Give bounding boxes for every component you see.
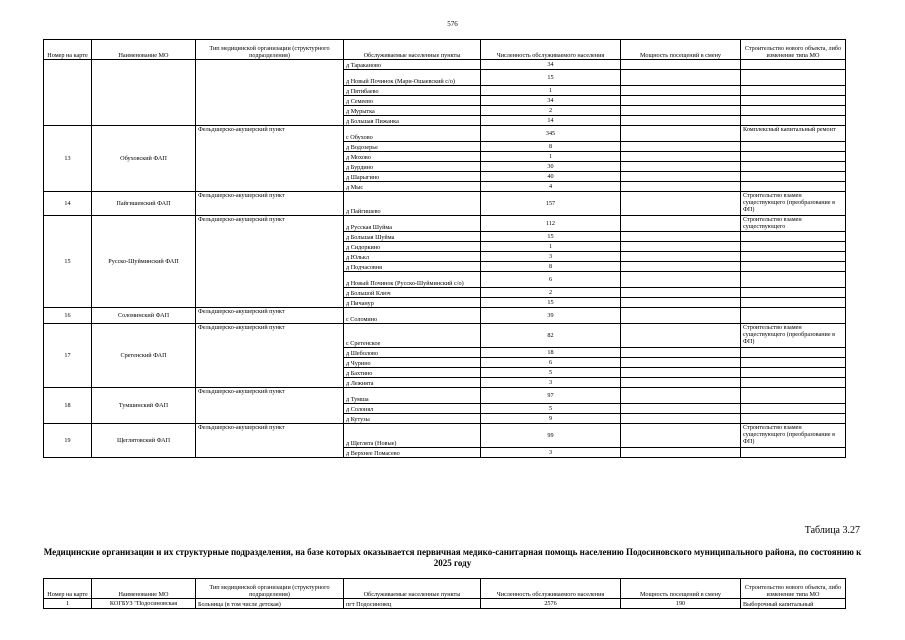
cell-place: д Большая Пижанка	[344, 116, 481, 126]
cell-population: 15	[481, 298, 621, 308]
cell-population: 2	[481, 288, 621, 298]
cell-num	[44, 60, 92, 126]
cell-construction: Строительство взамен существующего (преобразование в ФП)	[741, 424, 846, 448]
cell-population: 34	[481, 96, 621, 106]
cell-population: 9	[481, 414, 621, 424]
cell-capacity	[621, 152, 741, 162]
cell-name: КОГБУЗ "Подосиновская	[92, 599, 196, 609]
cell-capacity	[621, 60, 741, 70]
cell-place: д Пайгишево	[344, 192, 481, 216]
cell-place: с Обухово	[344, 126, 481, 142]
cell-population: 4	[481, 182, 621, 192]
cell-capacity	[621, 404, 741, 414]
cell-num: 19	[44, 424, 92, 458]
cell-num: 13	[44, 126, 92, 192]
cell-population: 99	[481, 424, 621, 448]
cell-population: 3	[481, 378, 621, 388]
cell-construction	[741, 348, 846, 358]
cell-population: 15	[481, 232, 621, 242]
cell-capacity	[621, 232, 741, 242]
cell-construction	[741, 60, 846, 70]
cell-capacity	[621, 414, 741, 424]
cell-construction: Строительство взамен существующего	[741, 216, 846, 232]
table-row	[44, 60, 846, 70]
cell-capacity	[621, 106, 741, 116]
cell-place: д Семеево	[344, 96, 481, 106]
table-title: Медицинские организации и их структурные подразделения, на базе которых оказывается первичная медико-санитарная помощь населению Подосиновского муниципального района, по состоянию к 2025 году	[43, 547, 862, 568]
main-table	[43, 39, 846, 458]
cell-place: д Тумша	[344, 388, 481, 404]
cell-capacity	[621, 348, 741, 358]
cell-population: 34	[481, 60, 621, 70]
header-construction: Строительство нового объекта, либо изменение типа МО	[741, 579, 846, 599]
cell-capacity	[621, 242, 741, 252]
cell-construction	[741, 152, 846, 162]
header-places: Обслуживаемые населенные пункты	[344, 579, 481, 599]
cell-place: с Соломино	[344, 308, 481, 324]
cell-type: Фельдшерско-акушерский пункт	[196, 126, 344, 192]
cell-capacity	[621, 216, 741, 232]
cell-place: д Юлькл	[344, 252, 481, 262]
cell-construction	[741, 242, 846, 252]
cell-capacity	[621, 298, 741, 308]
cell-population: 1	[481, 86, 621, 96]
second-table	[43, 578, 846, 609]
cell-num: 1	[44, 599, 92, 609]
cell-construction	[741, 378, 846, 388]
cell-name: Обуховский ФАП	[92, 126, 196, 192]
cell-name: Сретенский ФАП	[92, 324, 196, 388]
cell-capacity	[621, 172, 741, 182]
cell-capacity	[621, 388, 741, 404]
header-places: Обслуживаемые населенные пункты	[344, 40, 481, 60]
cell-type: Фельдшерско-акушерский пункт	[196, 424, 344, 458]
cell-construction	[741, 142, 846, 152]
header-population: Численность обслуживаемого населения	[481, 579, 621, 599]
cell-place: д Бурдино	[344, 162, 481, 172]
cell-capacity	[621, 192, 741, 216]
cell-capacity	[621, 96, 741, 106]
cell-type: Фельдшерско-акушерский пункт	[196, 388, 344, 424]
cell-name: Тумшинский ФАП	[92, 388, 196, 424]
table-row	[44, 308, 846, 324]
cell-construction	[741, 298, 846, 308]
cell-place: д Русская Шуйма	[344, 216, 481, 232]
cell-construction	[741, 182, 846, 192]
page-number: 576	[447, 20, 458, 28]
cell-place: д Верхнее Помасево	[344, 448, 481, 458]
cell-name: Щеглятовский ФАП	[92, 424, 196, 458]
cell-population: 1	[481, 152, 621, 162]
table-row	[44, 424, 846, 448]
header-type: Тип медицинской организации (структурного подразделения)	[196, 579, 344, 599]
cell-population: 39	[481, 308, 621, 324]
cell-population: 18	[481, 348, 621, 358]
cell-place: д Тараканово	[344, 60, 481, 70]
cell-construction	[741, 272, 846, 288]
cell-place: д Лежнята	[344, 378, 481, 388]
cell-type: Фельдшерско-акушерский пункт	[196, 192, 344, 216]
cell-population: 8	[481, 142, 621, 152]
cell-place: д Мохово	[344, 152, 481, 162]
cell-capacity	[621, 358, 741, 368]
cell-population: 30	[481, 162, 621, 172]
cell-place: пгт Подосиновец	[344, 599, 481, 609]
cell-population: 15	[481, 70, 621, 86]
header-population: Численность обслуживаемого населения	[481, 40, 621, 60]
cell-construction: Выборочный капитальный	[741, 599, 846, 609]
header-num: Номер на карте	[44, 579, 92, 599]
cell-population: 2	[481, 106, 621, 116]
table-row	[44, 324, 846, 348]
cell-population: 5	[481, 368, 621, 378]
cell-population: 3	[481, 448, 621, 458]
cell-construction: Строительство взамен существующего (преобразование в ФП)	[741, 324, 846, 348]
cell-place: д Бахтино	[344, 368, 481, 378]
header-name: Наименование МО	[92, 579, 196, 599]
header-construction: Строительство нового объекта, либо изменение типа МО	[741, 40, 846, 60]
cell-construction	[741, 288, 846, 298]
cell-capacity	[621, 368, 741, 378]
cell-capacity	[621, 262, 741, 272]
cell-construction	[741, 252, 846, 262]
cell-capacity: 190	[621, 599, 741, 609]
cell-construction	[741, 70, 846, 86]
cell-place: с Сретенское	[344, 324, 481, 348]
header-capacity: Мощность посещений в смену	[621, 579, 741, 599]
cell-place: д Кутузы	[344, 414, 481, 424]
cell-construction	[741, 404, 846, 414]
cell-name: Соломинский ФАП	[92, 308, 196, 324]
cell-place: д Новый Починок (Мари-Ошаевский с/о)	[344, 70, 481, 86]
cell-place: д Пичанур	[344, 298, 481, 308]
cell-construction	[741, 262, 846, 272]
cell-num: 14	[44, 192, 92, 216]
cell-capacity	[621, 116, 741, 126]
cell-capacity	[621, 126, 741, 142]
cell-name: Русско-Шуйминский ФАП	[92, 216, 196, 308]
cell-population: 97	[481, 388, 621, 404]
header-type: Тип медицинской организации (структурного подразделения)	[196, 40, 344, 60]
cell-construction	[741, 232, 846, 242]
table-number: Таблица 3.27	[804, 525, 860, 536]
cell-construction	[741, 448, 846, 458]
cell-place: д Шеболово	[344, 348, 481, 358]
cell-population: 14	[481, 116, 621, 126]
cell-construction	[741, 96, 846, 106]
cell-population: 5	[481, 404, 621, 414]
cell-capacity	[621, 70, 741, 86]
cell-capacity	[621, 182, 741, 192]
cell-capacity	[621, 142, 741, 152]
cell-capacity	[621, 272, 741, 288]
cell-num: 17	[44, 324, 92, 388]
cell-name: Пайгишевский ФАП	[92, 192, 196, 216]
table-row	[44, 126, 846, 142]
cell-construction	[741, 388, 846, 404]
cell-place: д Шарыгино	[344, 172, 481, 182]
cell-place: д Щеглята (Новые)	[344, 424, 481, 448]
cell-type	[196, 60, 344, 126]
cell-population: 1	[481, 242, 621, 252]
cell-construction	[741, 358, 846, 368]
cell-population: 157	[481, 192, 621, 216]
cell-place: д Солонял	[344, 404, 481, 414]
cell-capacity	[621, 424, 741, 448]
header-row	[44, 40, 846, 60]
cell-name	[92, 60, 196, 126]
cell-construction	[741, 414, 846, 424]
header-capacity: Мощность посещений в смену	[621, 40, 741, 60]
cell-capacity	[621, 448, 741, 458]
cell-place: д Пятибаево	[344, 86, 481, 96]
cell-construction	[741, 172, 846, 182]
cell-num: 16	[44, 308, 92, 324]
cell-construction	[741, 86, 846, 96]
cell-construction	[741, 162, 846, 172]
table-row	[44, 192, 846, 216]
cell-place: д Большой Ключ	[344, 288, 481, 298]
header-num: Номер на карте	[44, 40, 92, 60]
cell-population: 82	[481, 324, 621, 348]
cell-capacity	[621, 162, 741, 172]
header-row	[44, 579, 846, 599]
cell-num: 18	[44, 388, 92, 424]
cell-capacity	[621, 308, 741, 324]
table-row	[44, 388, 846, 404]
cell-capacity	[621, 288, 741, 298]
cell-place: д Большая Шуйма	[344, 232, 481, 242]
cell-place: д Мыс	[344, 182, 481, 192]
cell-type: Фельдшерско-акушерский пункт	[196, 216, 344, 308]
cell-place: д Мурытка	[344, 106, 481, 116]
cell-population: 6	[481, 272, 621, 288]
table-row	[44, 599, 846, 609]
cell-population: 40	[481, 172, 621, 182]
cell-population: 3	[481, 252, 621, 262]
cell-place: д Подчасовня	[344, 262, 481, 272]
cell-construction: Комплексный капитальный ремонт	[741, 126, 846, 142]
cell-type: Больница (в том числе детская)	[196, 599, 344, 609]
cell-place: д Чурино	[344, 358, 481, 368]
cell-population: 2576	[481, 599, 621, 609]
cell-population: 345	[481, 126, 621, 142]
table-row	[44, 216, 846, 232]
cell-population: 8	[481, 262, 621, 272]
cell-construction	[741, 308, 846, 324]
cell-population: 6	[481, 358, 621, 368]
cell-construction	[741, 116, 846, 126]
cell-type: Фельдшерско-акушерский пункт	[196, 308, 344, 324]
cell-capacity	[621, 252, 741, 262]
cell-place: д Новый Починок (Русско-Шуйминский с/о)	[344, 272, 481, 288]
cell-place: д Сидоркино	[344, 242, 481, 252]
cell-capacity	[621, 324, 741, 348]
cell-place: д Водозерье	[344, 142, 481, 152]
cell-capacity	[621, 378, 741, 388]
cell-num: 15	[44, 216, 92, 308]
cell-construction: Строительство взамен существующего (преобразование в ФП)	[741, 192, 846, 216]
cell-construction	[741, 368, 846, 378]
cell-construction	[741, 106, 846, 116]
header-name: Наименование МО	[92, 40, 196, 60]
cell-type: Фельдшерско-акушерский пункт	[196, 324, 344, 388]
cell-population: 112	[481, 216, 621, 232]
cell-capacity	[621, 86, 741, 96]
